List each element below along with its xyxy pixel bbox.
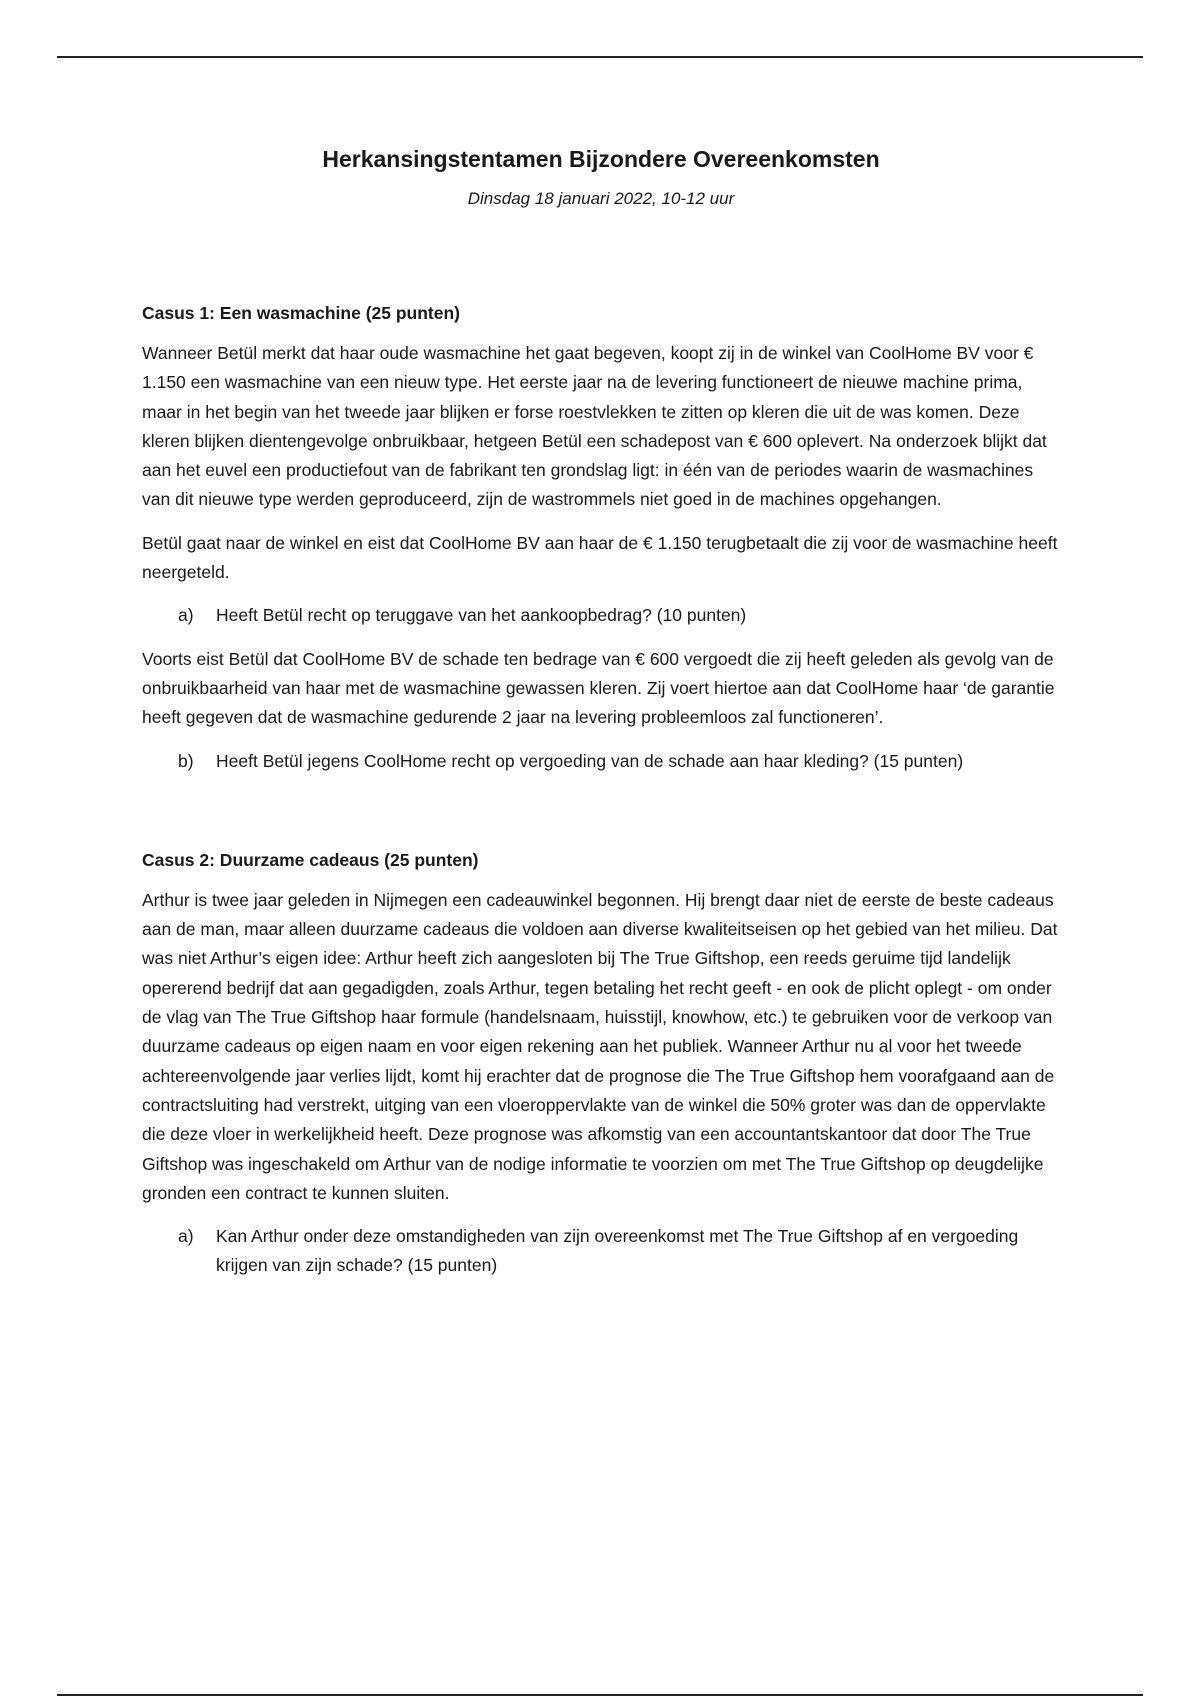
question-text: Kan Arthur onder deze omstandigheden van zijn overeenkomst met The True Giftshop af en vergoeding krijgen van zijn schade? (15 punten) (216, 1226, 1019, 1276)
case-2-heading: Casus 2: Duurzame cadeaus (25 punten) (142, 849, 479, 870)
case-1-paragraph-1: Wanneer Betül merkt dat haar oude wasmachine het gaat begeven, koopt zij in de winkel van CoolHome BV voor € 1.150 een wasmachine van een nieuw type. Het eerste jaar na de levering functioneert de nieuwe machine prima, maar in het begin van het tweede jaar blijken er forse roestvlekken te zitten op kleren die uit de was komen. Deze kleren blijken dientengevolge onbruikbaar, hetgeen Betül een schadepost van € 600 oplevert. Na onderzoek blijkt dat aan het euvel een productiefout van de fabrikant ten grondslag ligt: in één van de periodes waarin de wasmachines van dit nieuwe type werden geproduceerd, zijn de wastrommels niet goed in de machines opgehangen. (142, 343, 1047, 510)
case-1-question-b (142, 747, 1060, 776)
bottom-rule (57, 1694, 1143, 1696)
case-2-paragraph-1: Arthur is twee jaar geleden in Nijmegen een cadeauwinkel begonnen. Hij brengt daar niet de eerste de beste cadeaus aan de man, maar alleen duurzame cadeaus die voldoen aan diverse kwaliteitseisen op het gebied van het milieu. Dat was niet Arthur’s eigen idee: Arthur heeft zich aangesloten bij The True Giftshop, een reeds geruime tijd landelijk opererend bedrijf dat aan gegadigden, zoals Arthur, tegen betaling het recht geeft - en ook de plicht oplegt - om onder de vlag van The True Giftshop haar formule (handelsnaam, huisstijl, knowhow, etc.) te gebruiken voor de verkoop van duurzame cadeaus op eigen naam en voor eigen rekening aan het publiek. Wanneer Arthur nu al voor het tweede achtereenvolgende jaar verlies lijdt, komt hij erachter dat de prognose die The True Giftshop hem voorafgaand aan de contractsluiting had verstrekt, uitging van een vloeroppervlakte van de winkel die 50% groter was dan de oppervlakte die deze vloer in werkelijkheid heeft. Deze prognose was afkomstig van een accountantskantoor dat door The True Giftshop was ingeschakeld om Arthur van de nodige informatie te voorzien om met The True Giftshop op deugdelijke gronden een contract te kunnen sluiten. (142, 889, 1058, 1203)
document-body (142, 144, 1060, 1295)
case-2-question-a (142, 1222, 1060, 1281)
case-1-question-a (142, 601, 1060, 630)
top-rule (57, 56, 1143, 58)
case-1-heading: Casus 1: Een wasmachine (25 punten) (142, 303, 461, 323)
question-label: a) (178, 605, 194, 626)
case-1 (142, 299, 1060, 776)
document-date: Dinsdag 18 januari 2022, 10-12 uur (467, 189, 735, 208)
case-2 (142, 846, 1060, 1281)
question-text: Heeft Betül recht op teruggave van het aankoopbedrag? (10 punten) (216, 605, 747, 626)
question-label: a) (178, 1226, 194, 1247)
case-1-paragraph-3: Voorts eist Betül dat CoolHome BV de schade ten bedrage van € 600 vergoedt die zij heeft geleden als gevolg van de onbruikbaarheid van haar met de wasmachine gewassen kleren. Zij voert hiertoe aan dat CoolHome haar ‘de garantie heeft gegeven dat de wasmachine gedurende 2 jaar na levering probleemloos zal functioneren’. (142, 648, 1055, 728)
document-title: Herkansingstentamen Bijzondere Overeenkomsten (322, 146, 880, 172)
question-label: b) (178, 750, 194, 771)
case-1-paragraph-2: Betül gaat naar de winkel en eist dat CoolHome BV aan haar de € 1.150 terugbetaalt die zij voor de wasmachine heeft neergeteld. (142, 532, 1058, 583)
question-text: Heeft Betül jegens CoolHome recht op vergoeding van de schade aan haar kleding? (15 punten) (216, 750, 964, 771)
